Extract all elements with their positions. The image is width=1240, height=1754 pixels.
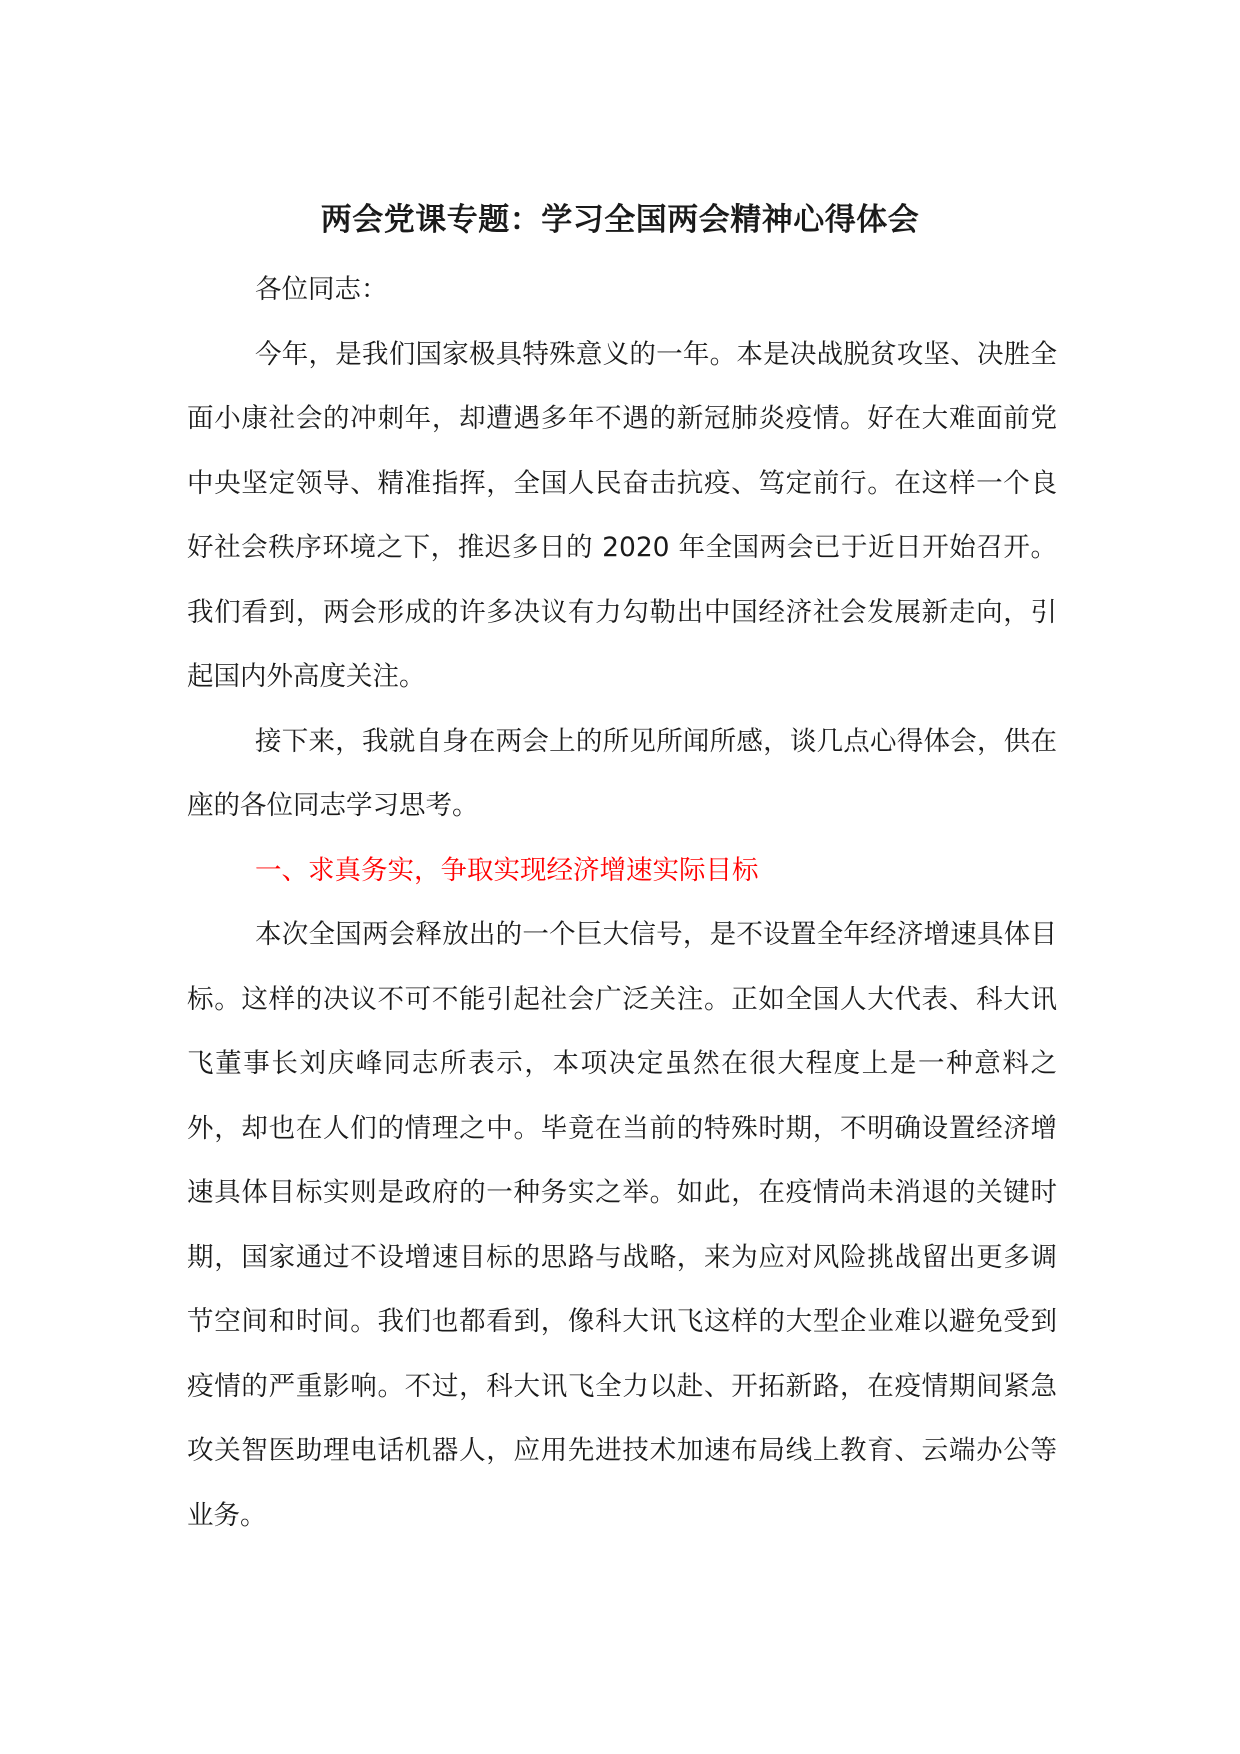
salutation: 各位同志：	[255, 274, 388, 305]
document-body	[187, 258, 1057, 1548]
document-title: 两会党课专题：学习全国两会精神心得体会	[320, 202, 920, 238]
section-paragraph: 本次全国两会释放出的一个巨大信号，是不设置全年经济增速具体目标。这样的决议不可不能引起社会广泛关注。正如全国人大代表、科大讯飞董事长刘庆峰同志所表示，本项决定虽然在很大程度上是一种意料之外，却也在人们的情理之中。毕竟在当前的特殊时期，不明确设置经济增速具体目标实则是政府的一种务实之举。如此，在疫情尚未消退的关键时期，国家通过不设增速目标的思路与战略，来为应对风险挑战留出更多调节空间和时间。我们也都看到，像科大讯飞这样的大型企业难以避免受到疫情的严重影响。不过，科大讯飞全力以赴、开拓新路，在疫情期间紧急攻关智医助理电话机器人，应用先进技术加速布局线上教育、云端办公等业务。	[187, 919, 1057, 1531]
section-heading: 一、求真务实，争取实现经济增速实际目标	[255, 854, 759, 886]
paragraph-intro: 今年，是我们国家极具特殊意义的一年。本是决战脱贫攻坚、决胜全面小康社会的冲刺年，却遭遇多年不遇的新冠肺炎疫情。好在大难面前党中央坚定领导、精准指挥，全国人民奋击抗疫、笃定前行。在这样一个良好社会秩序环境之下，推迟多日的 2020 年全国两会已于近日开始召开。我们看到，两会形成的许多决议有力勾勒出中国经济社会发展新走向，引起国内外高度关注。	[187, 338, 1057, 692]
paragraph-transition: 接下来，我就自身在两会上的所见所闻所感，谈几点心得体会，供在座的各位同志学习思考。	[187, 725, 1057, 821]
